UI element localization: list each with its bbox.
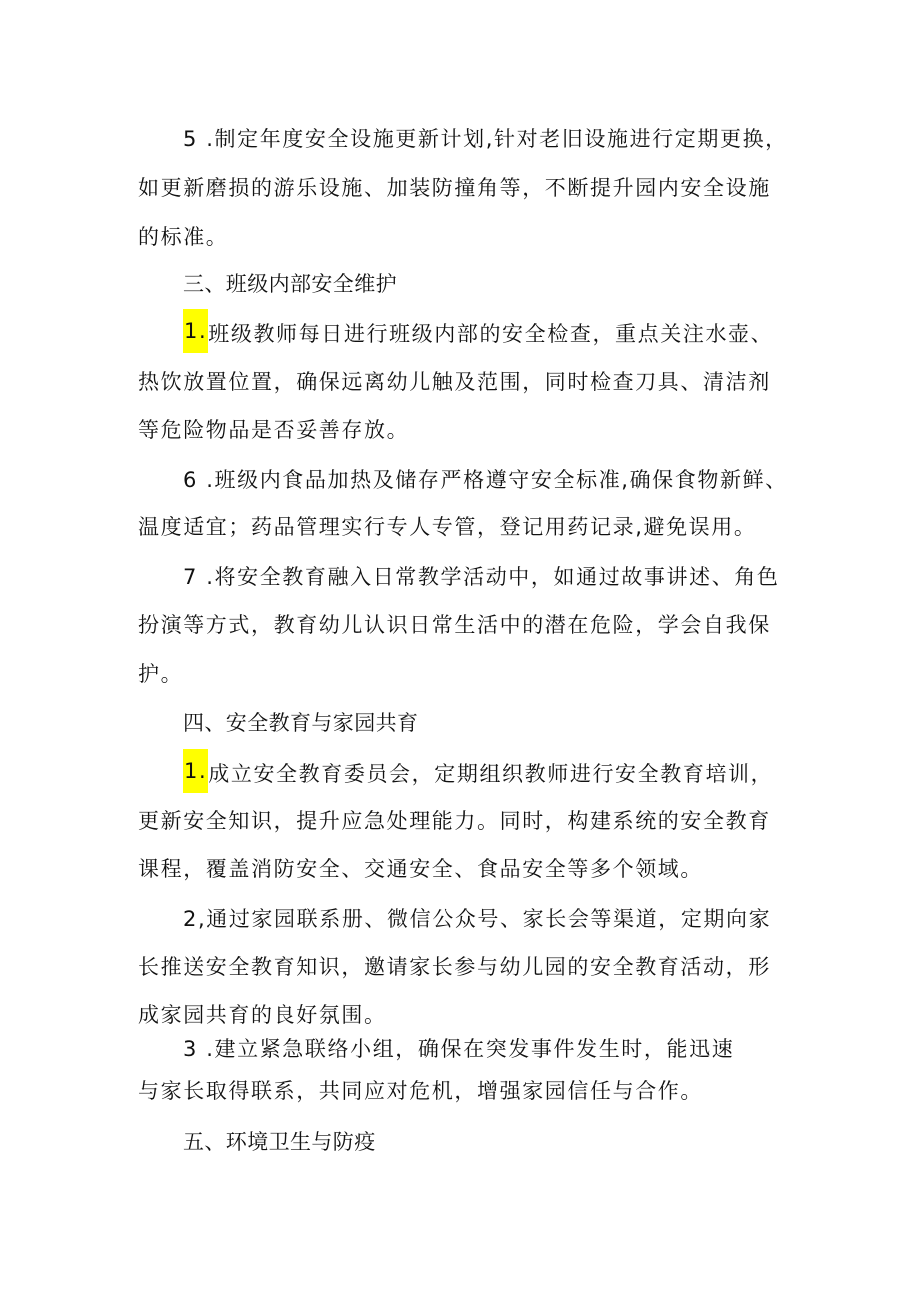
section-4-item-1-line-3: 课程，覆盖消防安全、交通安全、食品安全等多个领域。 [138, 857, 703, 881]
section-3-item-6-line-2: 温度适宜；药品管理实行专人专管，登记用药记录,避免误用。 [138, 515, 757, 539]
section-4-item-1-text: 成立安全教育委员会，定期组织教师进行安全教育培训， [208, 762, 774, 786]
item-5-line-1: 5 .制定年度安全设施更新计划,针对老旧设施进行定期更换， [183, 127, 788, 151]
section-4-item-3-line-1: 3 .建立紧急联络小组，确保在突发事件发生时，能迅速 [183, 1037, 735, 1061]
section-4-item-1-line-1 [183, 757, 773, 789]
section-3-item-1-text: 班级教师每日进行班级内部的安全检查，重点关注水壶、 [208, 322, 774, 346]
section-3-item-7-line-3: 护。 [138, 662, 184, 686]
section-heading-4: 四、安全教育与家园共育 [183, 711, 419, 735]
section-heading-3: 三、班级内部安全维护 [183, 272, 397, 296]
section-4-item-2-line-1: 2,通过家园联系册、微信公众号、家长会等渠道，定期向家 [183, 907, 772, 931]
section-4-item-1-line-2: 更新安全知识，提升应急处理能力。同时，构建系统的安全教育 [138, 809, 771, 833]
section-3-item-7-line-1: 7 .将安全教育融入日常教学活动中，如通过故事讲述、角色 [183, 565, 780, 589]
highlighted-number: 1. [183, 749, 208, 793]
section-3-item-7-line-2: 扮演等方式，教育幼儿认识日常生活中的潜在危险，学会自我保 [138, 613, 771, 637]
section-4-item-3-line-2: 与家长取得联系，共同应对危机，增强家园信任与合作。 [138, 1079, 703, 1103]
highlighted-number: 1. [183, 309, 208, 353]
section-3-item-6-line-1: 6 .班级内食品加热及储存严格遵守安全标准,确保食物新鲜、 [183, 468, 788, 492]
section-4-item-2-line-2: 长推送安全教育知识，邀请家长参与幼儿园的安全教育活动，形 [138, 955, 771, 979]
section-4-item-2-line-3: 成家园共育的良好氛围。 [138, 1003, 387, 1027]
section-3-item-1-line-3: 等危险物品是否妥善存放。 [138, 418, 410, 442]
section-3-item-1-line-1 [183, 317, 773, 349]
section-heading-5: 五、环境卫生与防疫 [183, 1130, 376, 1154]
section-3-item-1-line-2: 热饮放置位置，确保远离幼儿触及范围，同时检查刀具、清洁剂 [138, 370, 771, 394]
item-5-line-3: 的标准。 [138, 225, 229, 249]
item-5-line-2: 如更新磨损的游乐设施、加装防撞角等，不断提升园内安全设施 [138, 176, 771, 200]
